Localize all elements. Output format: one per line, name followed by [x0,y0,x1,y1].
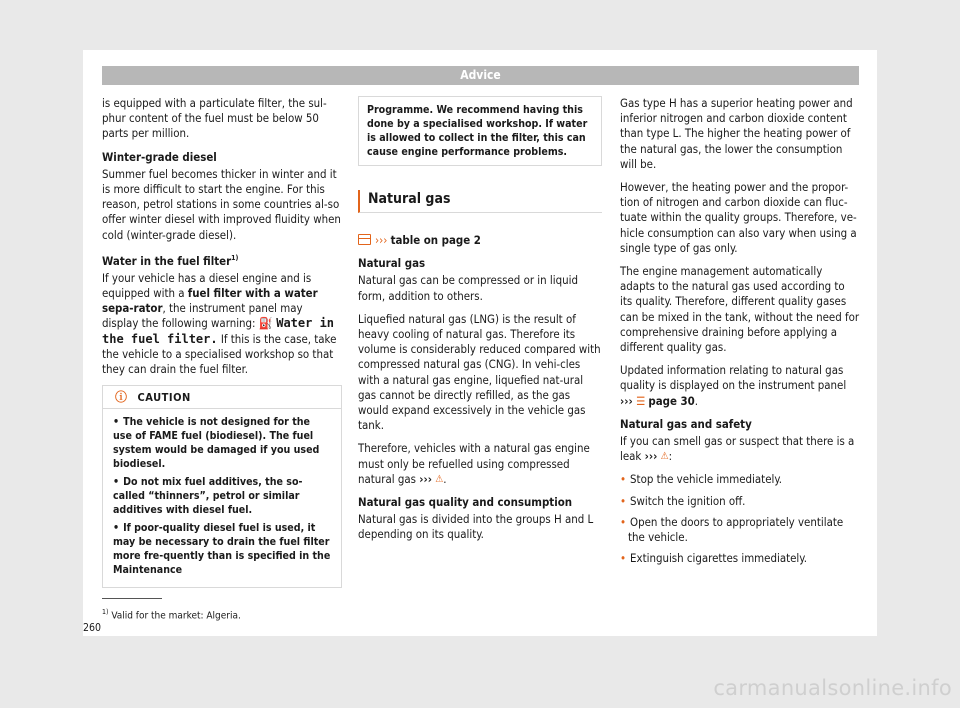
quality-heading: Natural gas quality and consumption [358,495,573,510]
watermark: carmanualsonline.info [713,676,952,700]
caution-list [113,415,331,577]
warning-text: Water in the fuel filter. [102,316,335,346]
column-1 [102,96,342,588]
section-header: Advice [102,66,859,85]
page-reference[interactable]: page 30 [648,393,695,408]
caution-box [102,385,342,588]
quality-paragraph: Natural gas is divided into the groups H and L depending on its quality. [358,512,594,542]
list-item: • Stop the vehicle immediately. [620,472,860,487]
natural-gas-paragraph-3: Therefore, vehicles with a natural gas engine must only be refuelled using compressed natural gas ››› ⚠. [358,441,590,486]
natural-gas-paragraph-2: Liquefied natural gas (LNG) is the result of heavy cooling of natural gas. Therefore its volume is considerably reduced compared with compressed natural gas (CNG). In vehi-cles with a natural gas engine, liquefied nat-ural gas cannot be directly refilled, as the gas would expand excessively in the vehicle gas tank. [358,311,601,433]
natural-gas-heading: Natural gas [358,256,426,271]
winter-paragraph: Summer fuel becomes thicker in winter and it is more difficult to start the engine. For this reason, petrol stations in some countries al-so offer winter diesel with improved fluidity when cold (winter-grade diesel). [102,166,341,242]
column-2 [358,96,602,551]
natural-gas-paragraph-1: Natural gas can be compressed or in liquid form, addition to others. [358,273,578,303]
winter-heading: Winter-grade diesel [102,149,217,164]
list-item: • Do not mix fuel additives, the so-called “thinners”, petrol or similar additives with diesel fuel. [113,475,331,517]
warning-triangle-icon[interactable]: ⚠ [435,473,444,485]
list-item: • Extinguish cigarettes immediately. [620,551,860,566]
caution-header: ⓘ CAUTION [103,386,341,409]
page-number: 260 [83,622,102,634]
caution-icon: ⓘ [115,389,128,404]
paragraph: Gas type H has a superior heating power and inferior nitrogen and carbon dioxide content than type L. The higher the heating power of the natural gas, the lower the consumption will be. [620,96,853,171]
list-item: • The vehicle is not designed for the use of FAME fuel (biodiesel). The fuel system would be damaged if you used biodiesel. [113,415,331,471]
safety-paragraph: If you can smell gas or suspect that there is a leak ››› ⚠: [620,434,855,464]
paragraph: Updated information relating to natural gas quality is displayed on the instrument panel ››› ☰ page 30. [620,363,847,408]
paragraph: The engine management automatically adapts to the natural gas used according to its quality. Therefore, different quality gases can be mixed in the tank, without the need for comprehensive draining before applying a different quality gas. [620,264,860,355]
footnote-ref: 1) [231,253,239,262]
section-title: Natural gas [358,190,602,213]
water-paragraph: If your vehicle has a diesel engine and is equipped with a fuel filter with a water sepa-rator, the instrument panel may display the following warning: ⛽ Water in the fuel filter. If this is the case, take the vehicle to a specialised workshop so that they can drain the fuel filter. [102,270,337,377]
footnote: $^{1)}$ Valid for the market: Algeria. [102,608,241,622]
footnote-divider [102,598,162,599]
table-reference[interactable]: ››› table on page 2 [358,233,602,248]
list-item: • Switch the ignition off. [620,494,860,509]
water-heading: Water in the fuel filter$^{1)}$ [102,253,239,268]
fuel-filter-warning-icon: ⛽ [258,316,273,331]
warning-triangle-icon[interactable]: ⚠ [660,451,669,463]
list-item: • If poor-quality diesel fuel is used, it may be necessary to drain the fuel filter more fre-quently than is specified in the Maintenance [113,521,331,577]
caution-box-continued: Programme. We recommend having this done by a specialised workshop. If water is allowed to collect in the filter, this can cause engine performance problems. [358,96,602,166]
column-3 [620,96,860,572]
intro-paragraph: is equipped with a particulate filter, the sul-phur content of the fuel must be below 50 parts per million. [102,96,327,141]
list-item: • Open the doors to appropriately ventilate the vehicle. [620,515,860,545]
safety-heading: Natural gas and safety [620,416,752,431]
paragraph: However, the heating power and the propor-tion of nitrogen and carbon dioxide can fluc-tuate within the quality groups. Therefore, ve-hicle consumption can also vary when using a single type of gas only. [620,180,857,255]
page-reference-icon: ☰ [635,393,646,408]
safety-steps [620,472,860,566]
table-icon [358,234,371,245]
